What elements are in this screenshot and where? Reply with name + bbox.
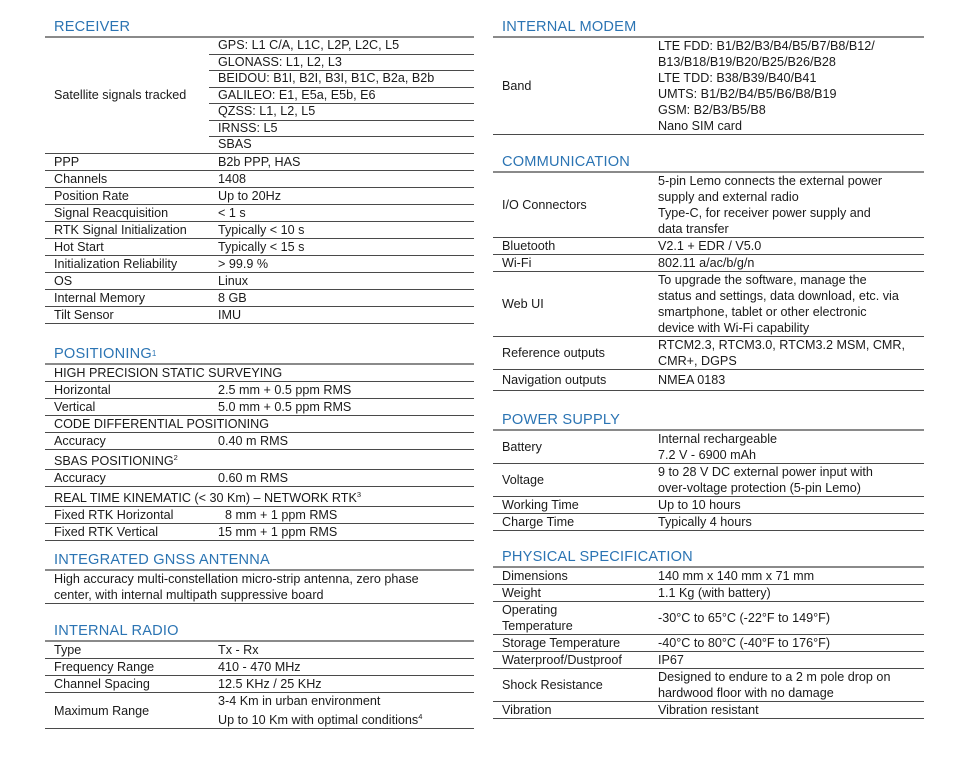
spec-label — [493, 602, 649, 635]
spec-label: Reference outputs — [493, 337, 649, 370]
radio-table — [45, 642, 474, 729]
signal-galileo: GALILEO: E1, E5a, E5b, E6 — [209, 88, 474, 105]
spec-label: Waterproof/Dustproof — [493, 652, 649, 669]
physical-table — [493, 568, 924, 719]
spec-label: Shock Resistance — [493, 669, 649, 702]
spec-row — [493, 255, 924, 272]
band-line: GSM: B2/B3/B5/B8 — [658, 103, 766, 117]
spec-value: Tx - Rx — [209, 642, 474, 659]
power-table — [493, 431, 924, 531]
spec-label: Navigation outputs — [493, 370, 649, 391]
antenna-description-line: High accuracy multi-constellation micro-strip antenna, zero phase — [54, 572, 419, 586]
spec-label: Web UI — [493, 272, 649, 337]
spec-row — [493, 370, 924, 391]
spec-row — [45, 433, 474, 450]
spec-label: Position Rate — [45, 187, 209, 204]
communication-section — [493, 154, 924, 391]
spec-value — [649, 431, 924, 464]
spec-value: 8 mm + 1 ppm RMS — [209, 507, 474, 524]
spec-value: -40°C to 80°C (-40°F to 176°F) — [649, 635, 924, 652]
spec-label: Hot Start — [45, 238, 209, 255]
spec-row — [493, 464, 924, 497]
spec-label: PPP — [45, 153, 209, 170]
static-heading: HIGH PRECISION STATIC SURVEYING — [45, 365, 474, 382]
spec-row — [45, 255, 474, 272]
antenna-title: INTEGRATED GNSS ANTENNA — [45, 552, 474, 571]
spec-label: Frequency Range — [45, 659, 209, 676]
value-line: data transfer — [658, 222, 729, 236]
spec-row — [45, 272, 474, 289]
spec-row — [493, 635, 924, 652]
spec-value: 410 - 470 MHz — [209, 659, 474, 676]
modem-title: INTERNAL MODEM — [493, 19, 924, 38]
spec-row — [493, 431, 924, 464]
signal-glonass: GLONASS: L1, L2, L3 — [209, 55, 474, 72]
spec-row — [45, 204, 474, 221]
value-line: 5-pin Lemo connects the external power — [658, 174, 883, 188]
max-range-line: 3-4 Km in urban environment — [218, 694, 381, 708]
spec-row — [493, 602, 924, 635]
positioning-section — [45, 346, 474, 541]
spec-label: Band — [493, 38, 649, 135]
positioning-title — [45, 346, 474, 365]
spec-label: Vibration — [493, 702, 649, 719]
communication-title: COMMUNICATION — [493, 154, 924, 173]
spec-row — [493, 173, 924, 238]
band-line: LTE FDD: B1/B2/B3/B4/B5/B7/B8/B12/ — [658, 39, 875, 53]
value-line: 9 to 28 V DC external power input with — [658, 465, 873, 479]
spec-value — [649, 173, 924, 238]
spec-value: 2.5 mm + 0.5 ppm RMS — [209, 382, 474, 399]
spec-label: Storage Temperature — [493, 635, 649, 652]
spec-value: IMU — [209, 306, 474, 323]
spec-value — [649, 337, 924, 370]
spec-row — [45, 676, 474, 693]
spec-label: Accuracy — [45, 433, 209, 450]
spec-row — [493, 514, 924, 531]
radio-section — [45, 623, 474, 729]
label-line: Temperature — [502, 619, 573, 633]
spec-value: > 99.9 % — [209, 255, 474, 272]
spec-row — [493, 669, 924, 702]
spec-label: OS — [45, 272, 209, 289]
spec-value: 12.5 KHz / 25 KHz — [209, 676, 474, 693]
modem-section — [493, 19, 924, 135]
antenna-description — [45, 571, 474, 604]
spec-value: Typically < 15 s — [209, 238, 474, 255]
power-section — [493, 412, 924, 531]
rtk-heading — [45, 487, 474, 507]
spec-label: Initialization Reliability — [45, 255, 209, 272]
spec-row — [493, 497, 924, 514]
spec-value: 0.40 m RMS — [209, 433, 474, 450]
spec-row — [493, 238, 924, 255]
value-line: To upgrade the software, manage the — [658, 273, 867, 287]
satellite-signals-list — [209, 38, 474, 153]
signal-sbas: SBAS — [218, 137, 252, 151]
spec-value: 1408 — [209, 170, 474, 187]
spec-value: Typically 4 hours — [649, 514, 924, 531]
spec-label: Signal Reacquisition — [45, 204, 209, 221]
spec-row — [45, 153, 474, 170]
value-line: 7.2 V - 6900 mAh — [658, 448, 757, 462]
positioning-title-text: POSITIONING — [54, 346, 152, 362]
code-heading: CODE DIFFERENTIAL POSITIONING — [45, 416, 474, 433]
spec-label: I/O Connectors — [493, 173, 649, 238]
satellite-signals-label: Satellite signals tracked — [45, 38, 209, 153]
spec-row — [493, 702, 924, 719]
footnote-marker: 1 — [151, 349, 157, 358]
spec-row — [45, 221, 474, 238]
value-line: smartphone, tablet or other electronic — [658, 305, 867, 319]
spec-label: Battery — [493, 431, 649, 464]
spec-row — [45, 187, 474, 204]
spec-value: Vibration resistant — [649, 702, 924, 719]
spec-value: V2.1 + EDR / V5.0 — [649, 238, 924, 255]
value-line: over-voltage protection (5-pin Lemo) — [658, 481, 862, 495]
spec-label: Channel Spacing — [45, 676, 209, 693]
spec-row — [45, 659, 474, 676]
signal-beidou: BEIDOU: B1I, B2I, B3I, B1C, B2a, B2b — [209, 71, 474, 88]
spec-label: Dimensions — [493, 568, 649, 585]
spec-row — [45, 238, 474, 255]
spec-label: Working Time — [493, 497, 649, 514]
sbas-heading-text: SBAS POSITIONING — [54, 454, 174, 469]
rtk-heading-text: REAL TIME KINEMATIC (< 30 Km) – NETWORK RTK — [54, 491, 357, 506]
spec-label: Channels — [45, 170, 209, 187]
footnote-marker: 2 — [173, 453, 178, 462]
max-range-line-text: Up to 10 Km with optimal conditions — [218, 713, 419, 728]
value-line: Type-C, for receiver power supply and — [658, 206, 871, 220]
spec-value: -30°C to 65°C (-22°F to 149°F) — [649, 602, 924, 635]
value-line: RTCM2.3, RTCM3.0, RTCM3.2 MSM, CMR, — [658, 338, 906, 352]
spec-label: Internal Memory — [45, 289, 209, 306]
spec-value: 8 GB — [209, 289, 474, 306]
spec-row — [45, 507, 474, 524]
spec-label: Charge Time — [493, 514, 649, 531]
spec-value: Up to 20Hz — [209, 187, 474, 204]
label-line: Operating — [502, 603, 558, 617]
positioning-table — [45, 365, 474, 541]
spec-label: Tilt Sensor — [45, 306, 209, 323]
physical-title: PHYSICAL SPECIFICATION — [493, 549, 924, 568]
spec-value: Typically < 10 s — [209, 221, 474, 238]
physical-section — [493, 549, 924, 719]
signal-irnss: IRNSS: L5 — [209, 121, 474, 138]
spec-value — [649, 272, 924, 337]
band-line: Nano SIM card — [658, 119, 742, 133]
spec-value: 140 mm x 140 mm x 71 mm — [649, 568, 924, 585]
spec-value: 802.11 a/ac/b/g/n — [649, 255, 924, 272]
spec-row — [493, 585, 924, 602]
spec-value: 1.1 Kg (with battery) — [649, 585, 924, 602]
receiver-title: RECEIVER — [45, 19, 474, 38]
value-line: Internal rechargeable — [658, 432, 778, 446]
antenna-description-line: center, with internal multipath suppressive board — [54, 588, 324, 602]
spec-value: < 1 s — [209, 204, 474, 221]
receiver-table — [45, 38, 474, 324]
receiver-section — [45, 19, 474, 324]
value-line: CMR+, DGPS — [658, 354, 737, 368]
sbas-heading — [45, 450, 474, 470]
radio-title: INTERNAL RADIO — [45, 623, 474, 642]
spec-row — [45, 470, 474, 487]
spec-row — [45, 524, 474, 541]
value-line: supply and external radio — [658, 190, 799, 204]
spec-value: 15 mm + 1 ppm RMS — [209, 524, 474, 541]
spec-label: Horizontal — [45, 382, 209, 399]
spec-value: Linux — [209, 272, 474, 289]
spec-label: Weight — [493, 585, 649, 602]
spec-label: Type — [45, 642, 209, 659]
spec-value: 0.60 m RMS — [209, 470, 474, 487]
band-line: UMTS: B1/B2/B4/B5/B6/B8/B19 — [658, 87, 837, 101]
max-range-line — [218, 709, 474, 728]
spec-label: RTK Signal Initialization — [45, 221, 209, 238]
footnote-marker: 3 — [356, 490, 362, 500]
spec-row — [493, 38, 924, 135]
spec-value: NMEA 0183 — [649, 370, 924, 391]
spec-label: Fixed RTK Vertical — [45, 524, 209, 541]
band-line: B13/B18/B19/B20/B25/B26/B28 — [658, 55, 836, 69]
spec-label: Bluetooth — [493, 238, 649, 255]
value-line: hardwood floor with no damage — [658, 686, 834, 700]
spec-value: IP67 — [649, 652, 924, 669]
spec-value: 5.0 mm + 0.5 ppm RMS — [209, 399, 474, 416]
value-line: Designed to endure to a 2 m pole drop on — [658, 670, 891, 684]
spec-row — [45, 289, 474, 306]
spec-row — [493, 652, 924, 669]
modem-table — [493, 38, 924, 135]
value-line: status and settings, data download, etc. via — [658, 289, 899, 303]
spec-row — [493, 337, 924, 370]
spec-row — [45, 306, 474, 323]
spec-label: Vertical — [45, 399, 209, 416]
spec-row — [45, 693, 474, 729]
spec-row — [493, 272, 924, 337]
spec-value: Up to 10 hours — [649, 497, 924, 514]
spec-row — [45, 170, 474, 187]
spec-value: B2b PPP, HAS — [209, 153, 474, 170]
value-line: device with Wi-Fi capability — [658, 321, 810, 335]
spec-label: Accuracy — [45, 470, 209, 487]
spec-value — [209, 693, 474, 729]
spec-value — [649, 38, 924, 135]
spec-row — [45, 399, 474, 416]
signal-gps: GPS: L1 C/A, L1C, L2P, L2C, L5 — [209, 38, 474, 55]
spec-row — [45, 382, 474, 399]
signal-qzss: QZSS: L1, L2, L5 — [209, 104, 474, 121]
spec-row — [45, 642, 474, 659]
power-title: POWER SUPPLY — [493, 412, 924, 431]
spec-label: Maximum Range — [45, 693, 209, 729]
footnote-marker: 4 — [418, 712, 423, 721]
spec-row — [493, 568, 924, 585]
communication-table — [493, 173, 924, 391]
spec-label: Voltage — [493, 464, 649, 497]
band-line: LTE TDD: B38/B39/B40/B41 — [658, 71, 817, 85]
spec-label: Fixed RTK Horizontal — [45, 507, 209, 524]
spec-label: Wi-Fi — [493, 255, 649, 272]
spec-value — [649, 669, 924, 702]
antenna-section — [45, 552, 474, 604]
spec-value — [649, 464, 924, 497]
